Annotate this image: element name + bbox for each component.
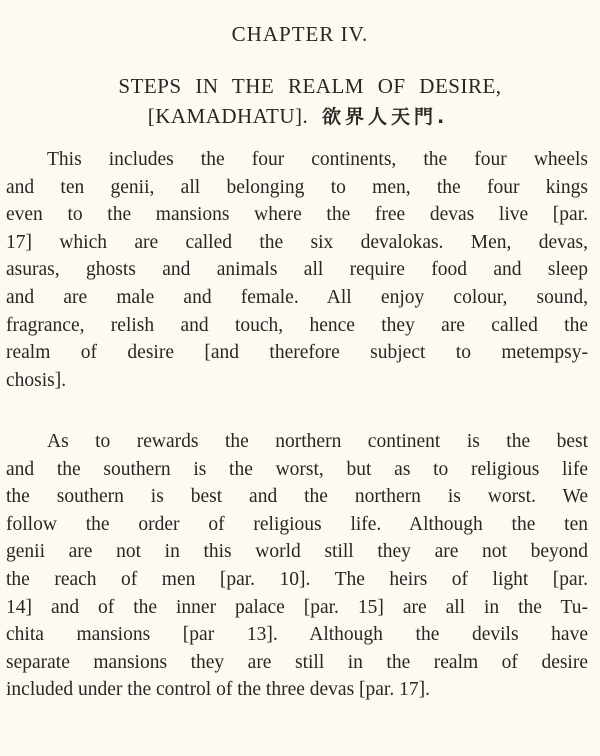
text-line: genii are not in this world still they are not beyond: [6, 541, 588, 563]
text-line: separate mansions they are still in the realm of desire: [6, 651, 588, 673]
text-line: included under the control of the three devas [par. 17].: [6, 679, 430, 701]
text-line: 14] and of the inner palace [par. 15] are all in the Tu-: [6, 596, 588, 618]
text-line: chita mansions [par 13]. Although the devils have: [6, 624, 588, 646]
chapter-heading: CHAPTER IV.: [231, 22, 369, 46]
section-title-line1: STEPS IN THE REALM OF DESIRE,: [118, 74, 502, 98]
text-line: the reach of men [par. 10]. The heirs of light [par.: [6, 568, 588, 590]
text-line: the southern is best and the northern is worst. We: [6, 486, 588, 508]
text-line: asuras, ghosts and animals all require food and sleep: [6, 259, 588, 281]
section-title-line2: [0, 102, 598, 129]
text-line: and are male and female. All enjoy colour, sound,: [6, 286, 588, 308]
text-line: follow the order of religious life. Although the ten: [6, 513, 588, 535]
text-line: and ten genii, all belonging to men, the four kings: [6, 176, 588, 198]
text-line: chosis].: [6, 369, 67, 391]
text-line: This includes the four continents, the four wheels: [47, 149, 588, 170]
text-line: 17] which are called the six devalokas. Men, devas,: [6, 231, 588, 253]
paragraph-1: [6, 146, 588, 394]
text-line: As to rewards the northern continent is the best: [47, 431, 588, 452]
text-line: and the southern is the worst, but as to religious life: [6, 458, 588, 480]
title-chinese: 欲界人天門.: [322, 106, 449, 128]
paragraph-2: [6, 428, 588, 704]
text-line: realm of desire [and therefore subject to metempsy-: [6, 342, 588, 364]
title-sanskrit: [KAMADHATU].: [147, 104, 309, 128]
text-line: even to the mansions where the free devas live [par.: [6, 204, 588, 226]
text-line: fragrance, relish and touch, hence they are called the: [6, 314, 588, 336]
